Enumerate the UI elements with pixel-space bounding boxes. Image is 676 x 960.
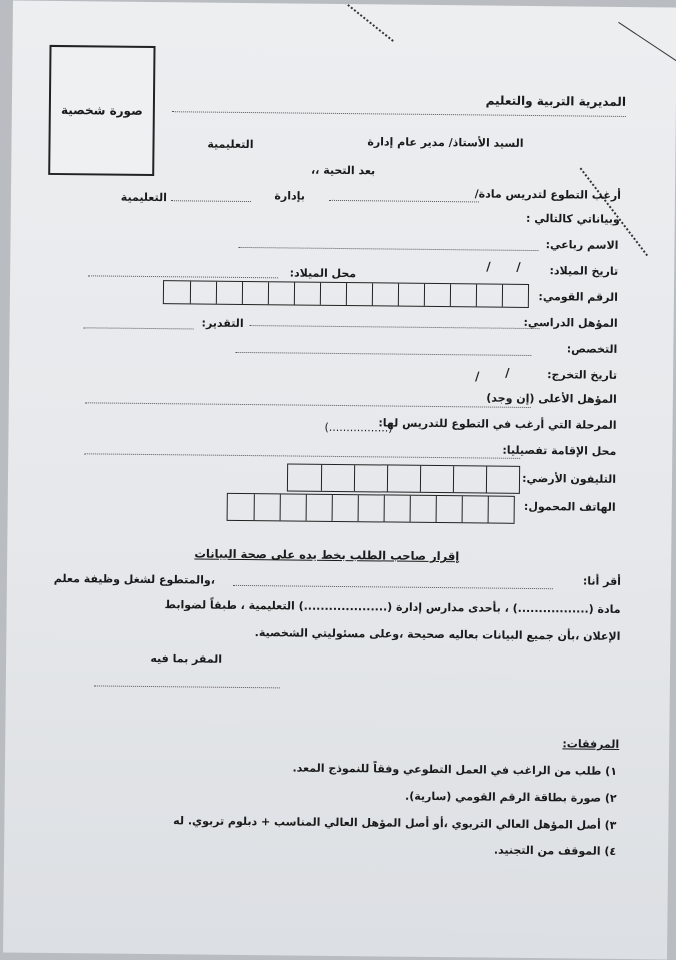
graduation-separator-1: /	[505, 365, 510, 380]
residence-label: محل الإقامة تفصيليا:	[502, 443, 617, 458]
declaration-line1-start: أقر أنا:	[582, 574, 622, 588]
grade-label: التقدير:	[201, 316, 244, 330]
mobile-boxes[interactable]	[227, 493, 515, 524]
declaration-line3: الإعلان ،بأن جميع البيانات بعاليه صحيحة ،وعلى مسئوليتي الشخصية.	[254, 626, 621, 643]
grade-field[interactable]	[84, 327, 194, 329]
full-name-field[interactable]	[238, 247, 538, 251]
landline-label: التليفون الأرضي:	[522, 471, 617, 486]
declaration-line1-end: ،والمتطوع لشغل وظيفة معلم	[53, 572, 216, 587]
landline-boxes[interactable]	[287, 463, 520, 493]
birth-date-label: تاريخ الميلاد:	[549, 264, 619, 278]
stage-parens: (.................)	[324, 420, 393, 435]
my-data-label: وبياناتي كالتالي :	[525, 211, 620, 226]
birth-date-separator-1: /	[516, 259, 521, 274]
attachments-title: المرفقات:	[562, 737, 620, 751]
higher-qualification-label: المؤهل الأعلى (إن وجد)	[486, 391, 617, 406]
residence-field[interactable]	[84, 453, 520, 459]
directorate-title: المديرية التربية والتعليم	[485, 93, 627, 109]
request-at-admin: بإدارة	[274, 189, 306, 203]
declaration-line2: مادة (.................) ، بأحدى مدارس إدارة (....................) التعليمية ، طبقاً لضوابط	[164, 598, 621, 616]
attachment-item: ١) طلب من الراغب في العمل التطوعي وفقاً للنموذج المعد.	[292, 761, 618, 778]
pen-mark-right	[618, 22, 676, 62]
signature-field[interactable]	[94, 685, 280, 688]
admin-dotted	[171, 200, 251, 202]
declaration-title: إقرار صاحب الطلب بخط يده على صحة البيانات	[194, 546, 460, 564]
specialization-field[interactable]	[235, 352, 531, 356]
declarant-name-field[interactable]	[233, 585, 553, 589]
national-id-boxes[interactable]	[163, 280, 529, 308]
graduation-date-label: تاريخ التخرج:	[547, 368, 618, 382]
addressee-educational: التعليمية	[207, 137, 254, 152]
attachment-item: ٣) أصل المؤهل العالي التربوي ،أو أصل المؤهل العالي المناسب + دبلوم تربوي. له	[173, 814, 617, 832]
mobile-label: الهاتف المحمول:	[523, 499, 616, 514]
signature-label: المقر بما فيه	[150, 652, 223, 666]
birth-place-field[interactable]	[88, 275, 278, 278]
request-educational: التعليمية	[120, 190, 168, 205]
subject-dotted	[329, 200, 479, 203]
specialization-label: التخصص:	[566, 342, 618, 356]
birth-date-separator-2: /	[486, 259, 491, 274]
qualification-label: المؤهل الدراسي:	[523, 315, 618, 330]
qualification-field[interactable]	[250, 325, 540, 329]
stage-label: المرحلة التي أرغب في التطوع للتدريس لها:	[378, 416, 617, 432]
form-page	[3, 1, 676, 960]
photo-box	[48, 45, 155, 176]
higher-qualification-field[interactable]	[85, 402, 531, 408]
attachment-item: ٢) صورة بطاقة الرقم القومي (سارية).	[404, 789, 617, 805]
greeting: بعد التحية ،،	[310, 163, 376, 178]
graduation-separator-2: /	[475, 369, 480, 384]
attachment-item: ٤) الموقف من التجنيد.	[493, 843, 617, 858]
request-wish: أرغب التطوع لتدريس مادة/	[474, 187, 622, 202]
addressee-salutation: السيد الأستاذ/ مدير عام إدارة	[367, 135, 524, 150]
full-name-label: الاسم رباعي:	[545, 238, 619, 252]
header-dotted-rule	[172, 111, 626, 117]
national-id-label: الرقم القومي:	[538, 290, 618, 304]
pen-mark-top	[338, 1, 394, 42]
photo-label: صورة شخصية	[60, 103, 143, 118]
birth-place-label: محل الميلاد:	[289, 266, 357, 281]
